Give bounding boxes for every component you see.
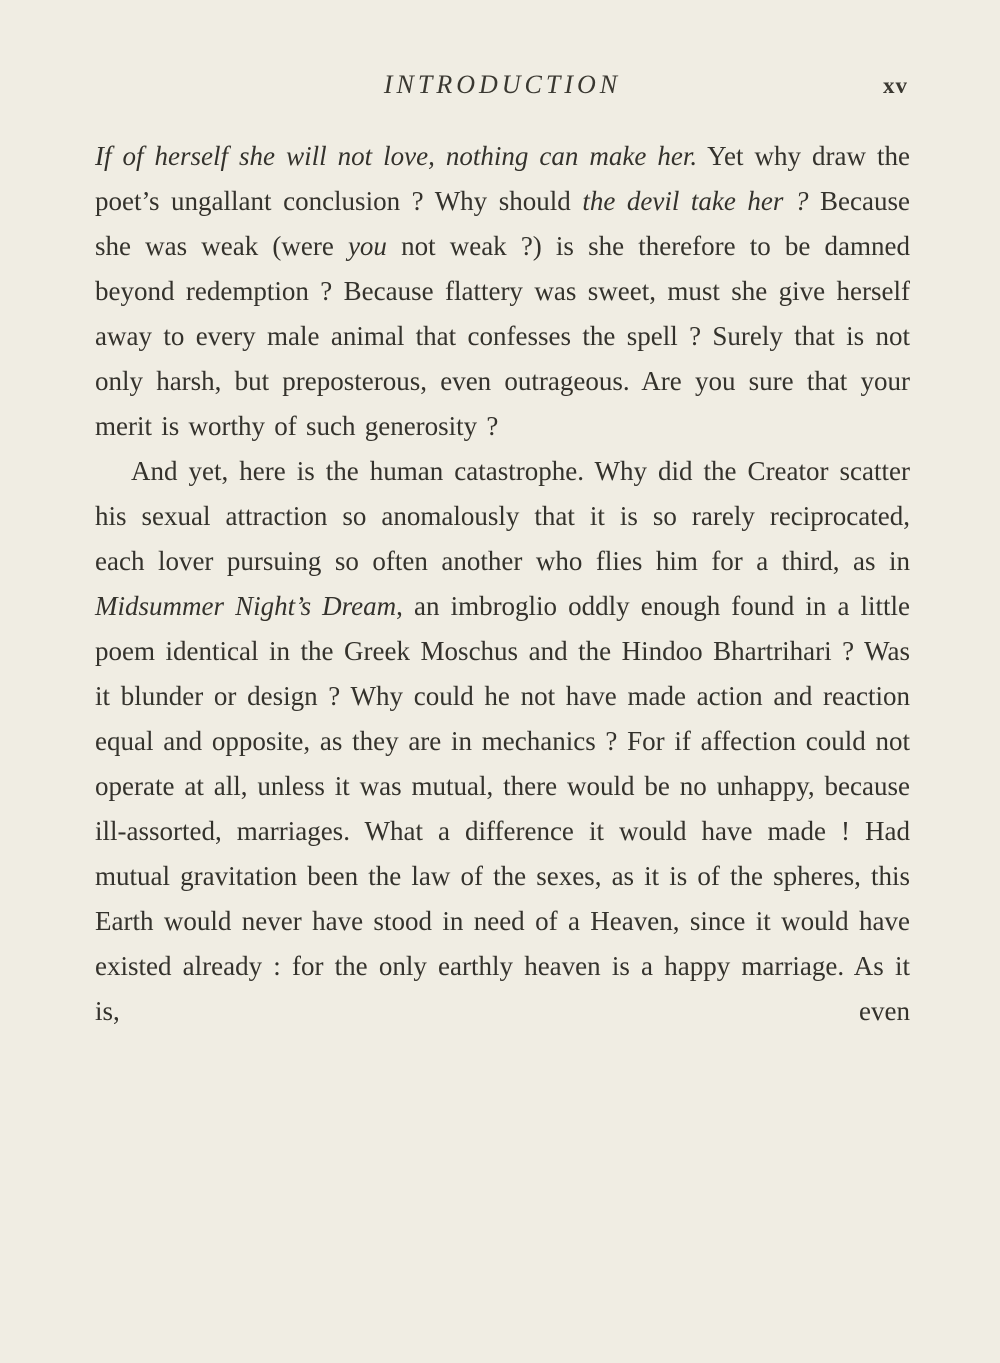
text-run: Because she was weak (were <box>95 186 910 261</box>
text-run: not weak ?) is she therefore to be damned beyond redemption ? Because flattery was sweet, must she give herself away to every male animal that confesses the spell ? Surely that is not only harsh, but preposterous, even outrageous. Are you sure that your merit is worthy of such generosity ? <box>95 231 910 441</box>
italic-text-run: If of herself she will not love, nothing can make her. <box>95 141 698 171</box>
running-title: INTRODUCTION <box>383 70 622 99</box>
page-header <box>95 70 910 100</box>
paragraph <box>95 134 910 449</box>
page-number: xv <box>883 73 908 98</box>
italic-text-run: Midsummer Night’s Dream <box>95 591 397 621</box>
italic-text-run: you <box>347 231 387 261</box>
text-run: , an imbroglio oddly enough found in a little poem identical in the Greek Moschus and the Hindoo Bhartrihari ? Was it blunder or design ? Why could he not have made action and reaction equal and opposite, as they are in mechanics ? For if affection could not operate at all, unless it was mutual, there would be no unhappy, because ill-assorted, marriages. What a difference it would have made ! Had mutual gravitation been the law of the sexes, as it is of the spheres, this Earth would never have stood in need of a Heaven, since it would have existed already : for the only earthly heaven is a happy marriage. As it is, even <box>95 591 910 1026</box>
text-run: And yet, here is the human catastrophe. Why did the Creator scatter his sexual attraction so anomalously that it is so rarely reciprocated, each lover pursuing so often another who flies him for a third, as in <box>95 456 910 576</box>
paragraph <box>95 449 910 1034</box>
text-run: Yet why draw the poet’s ungallant conclusion ? Why should <box>95 141 910 216</box>
italic-text-run: the devil take her ? <box>582 186 809 216</box>
page-body <box>95 134 910 1034</box>
